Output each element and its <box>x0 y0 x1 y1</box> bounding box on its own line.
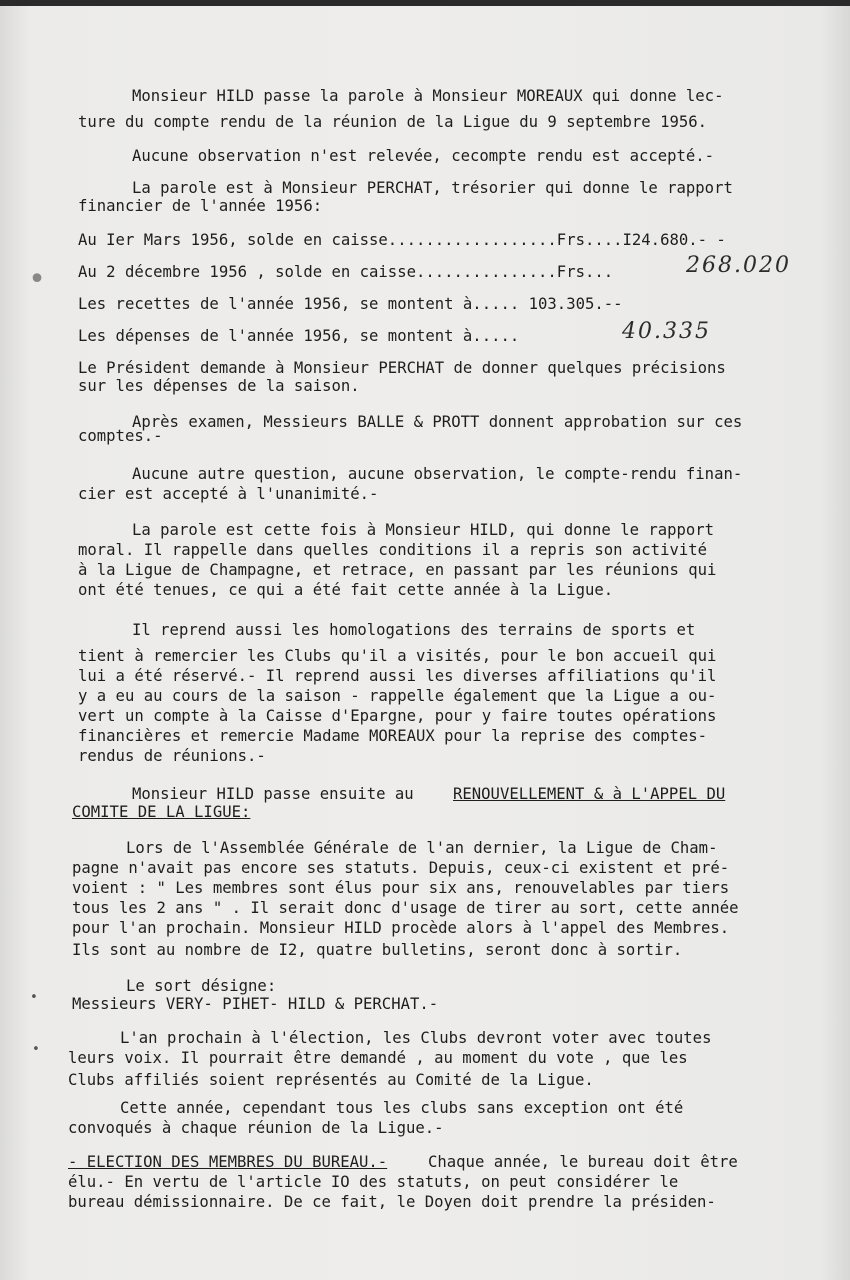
handwritten-amount: 40.335 <box>622 319 711 344</box>
text-line: y a eu au cours de la saison - rappelle également que la Ligue a ou- <box>78 687 717 705</box>
text-line: pagne n'avait pas encore ses statuts. Depuis, ceux-ci existent et pré- <box>72 859 730 877</box>
text-line: Il reprend aussi les homologations des terrains de sports et <box>132 621 696 639</box>
text-line: Après examen, Messieurs BALLE & PROTT donnent approbation sur ces <box>132 413 743 431</box>
text-line: pour l'an prochain. Monsieur HILD procède alors à l'appel des Membres. <box>72 919 730 937</box>
text-line: cier est accepté à l'unanimité.- <box>78 485 379 503</box>
section-heading: RENOUVELLEMENT & à L'APPEL DU <box>453 785 726 803</box>
section-heading: COMITE DE LA LIGUE: <box>72 803 251 821</box>
text-line: Au 2 décembre 1956 , solde en caisse...............Frs... <box>78 263 614 281</box>
text-line: élu.- En vertu de l'article IO des statuts, on peut considérer le <box>68 1173 679 1191</box>
text-line: moral. Il rappelle dans quelles conditions il a repris son activité <box>78 541 708 559</box>
text-line: Monsieur HILD passe la parole à Monsieur MOREAUX qui donne lec- <box>132 87 724 105</box>
text-line: Lors de l'Assemblée Générale de l'an dernier, la Ligue de Cham- <box>126 839 718 857</box>
handwritten-amount: 268.020 <box>686 253 791 278</box>
text-line: sur les dépenses de la saison. <box>78 377 360 395</box>
text-line: Le sort désigne: <box>126 977 277 995</box>
text-line: Messieurs VERY- PIHET- HILD & PERCHAT.- <box>72 995 439 1013</box>
text-line: rendus de réunions.- <box>78 747 266 765</box>
text-line: Clubs affiliés soient représentés au Comité de la Ligue. <box>68 1071 594 1089</box>
text-line: leurs voix. Il pourrait être demandé , au moment du vote , que les <box>68 1049 688 1067</box>
text-line: Aucune autre question, aucune observation, le compte-rendu finan- <box>132 465 743 483</box>
text-line: Les dépenses de l'année 1956, se montent à..... <box>78 327 520 345</box>
text-line: Les recettes de l'année 1956, se montent à..... 103.305.-- <box>78 295 623 313</box>
text-line: financier de l'année 1956: <box>78 197 323 215</box>
text-line: convoqués à chaque réunion de la Ligue.- <box>68 1119 444 1137</box>
text-line: L'an prochain à l'élection, les Clubs devront voter avec toutes <box>120 1029 712 1047</box>
section-heading: - ELECTION DES MEMBRES DU BUREAU.- <box>68 1153 388 1171</box>
text-line: vert un compte à la Caisse d'Epargne, pour y faire toutes opérations <box>78 707 717 725</box>
text-line: La parole est à Monsieur PERCHAT, trésorier qui donne le rapport <box>132 179 733 197</box>
text-line: bureau démissionnaire. De ce fait, le Doyen doit prendre la présiden- <box>68 1193 716 1211</box>
margin-mark: • <box>32 1042 40 1057</box>
text-line: Ils sont au nombre de I2, quatre bulletins, seront donc à sortir. <box>72 941 683 959</box>
text-line: Chaque année, le bureau doit être <box>428 1153 738 1171</box>
text-line: Le Président demande à Monsieur PERCHAT de donner quelques précisions <box>78 359 726 377</box>
text-line: ture du compte rendu de la réunion de la Ligue du 9 septembre 1956. <box>78 113 708 131</box>
text-line: ont été tenues, ce qui a été fait cette année à la Ligue. <box>78 581 614 599</box>
punch-hole-mark: • <box>28 262 47 297</box>
text-line: tient à remercier les Clubs qu'il a visités, pour le bon accueil qui <box>78 647 717 665</box>
text-line: Monsieur HILD passe ensuite au <box>132 785 414 803</box>
page-top-edge <box>0 0 850 6</box>
text-line: tous les 2 ans " . Il serait donc d'usage de tirer au sort, cette année <box>72 899 739 917</box>
text-line: voient : " Les membres sont élus pour six ans, renouvelables par tiers <box>72 879 730 897</box>
text-line: lui a été réservé.- Il reprend aussi les diverses affiliations qu'il <box>78 667 717 685</box>
text-line: à la Ligue de Champagne, et retrace, en passant par les réunions qui <box>78 561 717 579</box>
text-line: Cette année, cependant tous les clubs sans exception ont été <box>120 1099 684 1117</box>
text-line: financières et remercie Madame MOREAUX pour la reprise des comptes- <box>78 727 708 745</box>
text-line: La parole est cette fois à Monsieur HILD, qui donne le rapport <box>132 521 715 539</box>
text-line: comptes.- <box>78 427 163 445</box>
text-line: Aucune observation n'est relevée, cecompte rendu est accepté.- <box>132 147 715 165</box>
margin-mark: • <box>30 990 38 1005</box>
text-line: Au Ier Mars 1956, solde en caisse..................Frs....I24.680.- - <box>78 231 726 249</box>
